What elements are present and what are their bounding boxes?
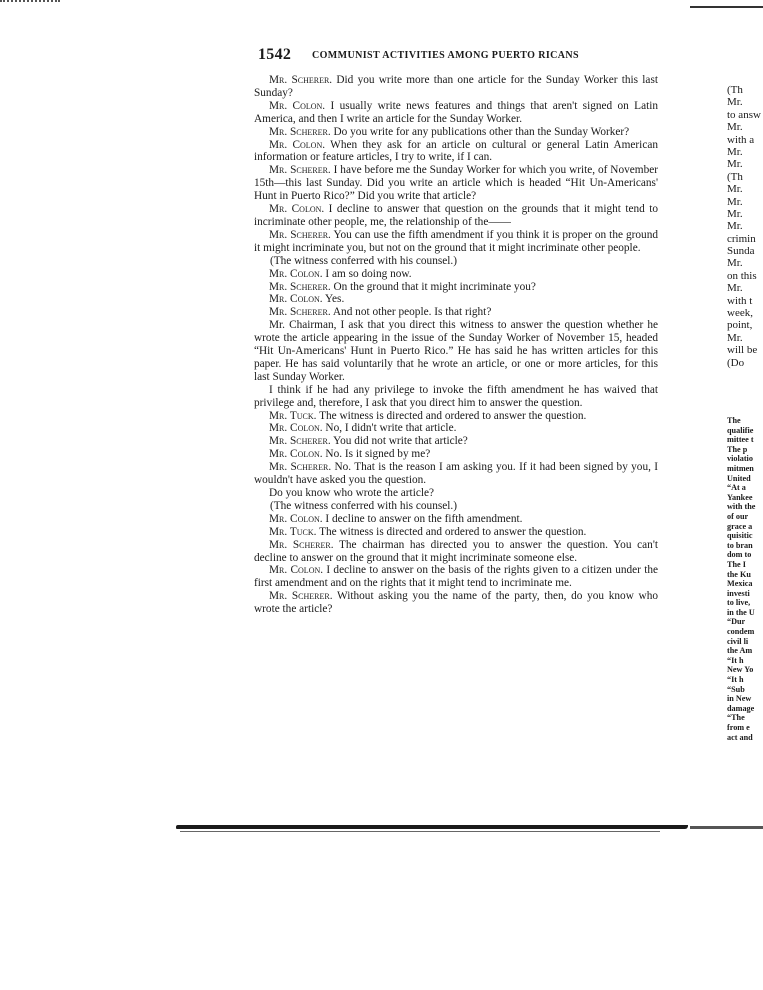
transcript-paragraph xyxy=(254,268,658,281)
paragraph-text: The witness is directed and ordered to answer the question. xyxy=(316,409,587,422)
speaker-name: Mr. Colon. xyxy=(269,448,323,461)
scan-edge-mark-top-right xyxy=(690,6,763,8)
right-footnote-line: “It h xyxy=(727,675,744,685)
transcript-paragraph xyxy=(254,461,658,487)
speaker-name: Mr. Scherer. xyxy=(269,435,331,448)
right-footnote-line: The I xyxy=(727,559,746,569)
right-footnote-line: “At a xyxy=(727,483,746,493)
right-footnote-line: act and xyxy=(727,732,753,742)
scan-edge-mark-top-left xyxy=(0,0,60,2)
speaker-name: Mr. Tuck. xyxy=(269,409,317,422)
paragraph-text: The witness is directed and ordered to answer the question. xyxy=(316,525,587,538)
speaker-name: Mr. Scherer. xyxy=(269,74,333,86)
right-footnote-line: grace a xyxy=(727,521,753,531)
page-number: 1542 xyxy=(258,46,292,63)
transcript-paragraph xyxy=(254,281,658,294)
right-footnote-line: New Yo xyxy=(727,665,754,675)
paragraph-text: Yes. xyxy=(322,293,345,306)
transcript-paragraph xyxy=(254,74,658,100)
right-column-line: Sunda xyxy=(727,245,755,258)
right-footnote-line: with the xyxy=(727,502,756,512)
paragraph-text: I decline to answer on the basis of the rights given to a citizen under the first amendment and on the rights that it might tend to incriminate me. xyxy=(254,564,659,590)
speaker-name: Mr. Scherer. xyxy=(269,461,332,474)
speaker-name: Mr. Colon. xyxy=(269,512,323,525)
right-column-line: with t xyxy=(727,294,753,307)
paragraph-text: (The witness conferred with his counsel.) xyxy=(270,499,457,512)
right-footnote-line: to bran xyxy=(727,540,753,550)
transcript-paragraph xyxy=(254,384,658,410)
right-footnote-line: qualifie xyxy=(727,425,754,435)
transcript-paragraph xyxy=(254,448,658,461)
paragraph-text: You did not write that article? xyxy=(330,435,468,448)
paragraph-text: And not other people. Is that right? xyxy=(330,306,492,319)
paragraph-text: Without asking you the name of the party, then, do you know who wrote the article? xyxy=(254,590,658,616)
paragraph-text: Do you write for any publications other than the Sunday Worker? xyxy=(330,125,630,138)
transcript-paragraph xyxy=(254,590,658,616)
right-column-line: Mr. xyxy=(727,183,743,196)
right-column-line: Mr. xyxy=(727,145,743,158)
right-column-line: week, xyxy=(727,307,753,320)
speaker-name: Mr. Scherer. xyxy=(269,164,331,177)
right-footnote-line: violatio xyxy=(727,454,753,464)
paragraph-text: Did you write more than one article for the Sunday Worker this last Sunday? xyxy=(254,74,658,99)
right-footnote-line: “Dur xyxy=(727,617,746,627)
paragraph-text: The chairman has directed you to answer the question. You can't decline to answer on the ground that it might incriminate someone else. xyxy=(254,538,658,564)
right-footnote-line: United xyxy=(727,473,751,483)
right-footnote-line: The p xyxy=(727,444,748,454)
right-column-line: on this xyxy=(727,269,757,282)
right-column-line: Mr. xyxy=(727,207,743,220)
right-column-line: Mr. xyxy=(727,331,743,344)
bottom-scan-rule xyxy=(176,825,688,829)
paragraph-text: When they ask for an article on cultural or general Latin American information or feature articles, I try to write, if I can. xyxy=(254,138,659,164)
transcript-paragraph xyxy=(254,526,658,539)
paragraph-text: I usually write news features and things that aren't signed on Latin America, and then I write an article for the Sunday Worker. xyxy=(254,99,659,125)
right-column-line: Mr. xyxy=(727,158,743,171)
paragraph-text: I decline to answer on the fifth amendment. xyxy=(322,512,523,525)
speaker-name: Mr. Colon. xyxy=(269,99,326,112)
running-title: COMMUNIST ACTIVITIES AMONG PUERTO RICANS xyxy=(312,50,579,61)
speaker-name: Mr. Scherer. xyxy=(269,125,331,138)
speaker-name: Mr. Colon. xyxy=(269,267,323,280)
right-footnote-line: to live, xyxy=(727,598,751,608)
right-column-line: Mr. xyxy=(727,220,743,233)
right-column-line: Mr. xyxy=(727,96,743,109)
right-footnote-line: from e xyxy=(727,723,750,732)
right-column-line: crimin xyxy=(727,232,756,245)
right-column-line: point, xyxy=(727,319,753,332)
paragraph-text: No, I didn't write that article. xyxy=(322,422,457,435)
bottom-scan-rule-thin xyxy=(180,831,660,832)
speaker-name: Mr. Colon. xyxy=(269,422,323,435)
right-footnote-line: quisitic xyxy=(727,531,753,541)
right-column-line: Mr. xyxy=(727,195,743,208)
right-footnote-line: investi xyxy=(727,588,750,598)
transcript-paragraph xyxy=(254,513,658,526)
paragraph-text: No. Is it signed by me? xyxy=(322,448,431,461)
speaker-name: Mr. Scherer. xyxy=(269,538,334,551)
right-column-line: (Th xyxy=(727,84,743,96)
transcript-paragraph xyxy=(254,139,658,165)
right-column-line: (Do xyxy=(727,356,745,369)
right-footnote-line: “The xyxy=(727,713,745,723)
right-footnote-line: the Am xyxy=(727,646,753,656)
transcript-paragraph xyxy=(254,203,658,229)
right-footnote-line: damage xyxy=(727,703,755,713)
paragraph-text: On the ground that it might incriminate you? xyxy=(330,280,536,293)
right-footnote-line: The xyxy=(727,416,741,425)
speaker-name: Mr. Tuck. xyxy=(269,525,317,538)
right-footnote-line: civil li xyxy=(727,636,749,646)
transcript-paragraph xyxy=(254,422,658,435)
speaker-name: Mr. Scherer. xyxy=(269,228,331,241)
right-footnote-line: Yankee xyxy=(727,492,753,502)
right-column-line: Mr. xyxy=(727,282,743,295)
transcript-paragraph xyxy=(254,487,658,500)
speaker-name: Mr. Scherer. xyxy=(269,280,331,293)
paragraph-text: I think if he had any privilege to invoke the fifth amendment he has waived that privilege and, therefore, I ask that you direct him to answer the question. xyxy=(254,383,658,409)
transcript-paragraph xyxy=(254,255,658,268)
paragraph-text: I decline to answer that question on the grounds that it might tend to incriminate other people, me, the relationship of the—— xyxy=(254,203,658,228)
transcript-paragraph xyxy=(254,100,658,126)
right-footnote-line: “Sub xyxy=(727,684,745,694)
transcript-paragraph xyxy=(254,164,658,203)
right-footnote-line: Mexica xyxy=(727,579,753,589)
speaker-name: Mr. Colon. xyxy=(269,293,323,306)
transcript-paragraph xyxy=(254,306,658,319)
right-footnote-line: in New xyxy=(727,694,752,704)
right-footnote-line: the Ku xyxy=(727,569,751,579)
transcript-paragraph xyxy=(254,410,658,423)
transcript-paragraph xyxy=(254,229,658,255)
speaker-name: Mr. Colon. xyxy=(269,564,324,577)
right-column-line: with a xyxy=(727,133,755,146)
speaker-name: Mr. Colon. xyxy=(269,203,325,216)
transcript-paragraph xyxy=(254,126,658,139)
bottom-scan-rule-right xyxy=(690,826,763,829)
right-footnote-line: dom to xyxy=(727,550,752,560)
speaker-name: Mr. Scherer. xyxy=(269,306,331,319)
paragraph-text: No. That is the reason I am asking you. If it had been signed by you, I wouldn't have asked you the question. xyxy=(254,461,658,487)
transcript-paragraph xyxy=(254,539,658,565)
right-footnote-line: in the U xyxy=(727,607,755,617)
right-column-line: (Th xyxy=(727,170,743,183)
paragraph-text: Mr. Chairman, I ask that you direct this witness to answer the question whether he wrote the article appearing in the issue of the Sunday Worker of November 15, headed “Hit Un-Americans' Hunt in Puerto Rico.” He has said he has written articles for this paper. He has said voluntarily that he wrote an article, or one or more articles, for this last Sunday Worker. xyxy=(254,319,658,383)
paragraph-text: Do you know who wrote the article? xyxy=(269,487,435,499)
paragraph-text: I am so doing now. xyxy=(322,267,412,280)
paragraph-text: I have before me the Sunday Worker for which you write, of November 15th—this last Sunday. Did you write an article which is headed “Hit Un-Americans' Hunt in Puerto Rico?” Did you write that article? xyxy=(254,164,658,203)
transcript-paragraph xyxy=(254,500,658,513)
right-column-footnote-fragment xyxy=(727,416,763,742)
transcript-paragraph xyxy=(254,319,658,384)
right-column-line: to answ xyxy=(727,108,761,121)
transcript-paragraph xyxy=(254,293,658,306)
main-text-column xyxy=(254,74,658,616)
transcript-paragraph xyxy=(254,564,658,590)
transcript-paragraph xyxy=(254,435,658,448)
right-column-line: Mr. xyxy=(727,121,743,134)
right-footnote-line: of our xyxy=(727,511,749,521)
right-footnote-line: mittee t xyxy=(727,435,754,445)
right-footnote-line: mitmen xyxy=(727,463,754,473)
paragraph-text: (The witness conferred with his counsel.) xyxy=(270,254,457,267)
right-footnote-line: “It h xyxy=(727,655,744,665)
speaker-name: Mr. Scherer. xyxy=(269,590,333,603)
right-column-line: will be xyxy=(727,344,758,357)
right-footnote-line: condem xyxy=(727,627,755,637)
page-header xyxy=(258,46,658,66)
paragraph-text: You can use the fifth amendment if you think it is proper on the ground it might incriminate you, but not on the ground that it might incriminate other people. xyxy=(254,228,658,254)
right-column-fragment xyxy=(727,84,763,369)
right-column-line: Mr. xyxy=(727,257,743,270)
speaker-name: Mr. Colon. xyxy=(269,138,326,151)
